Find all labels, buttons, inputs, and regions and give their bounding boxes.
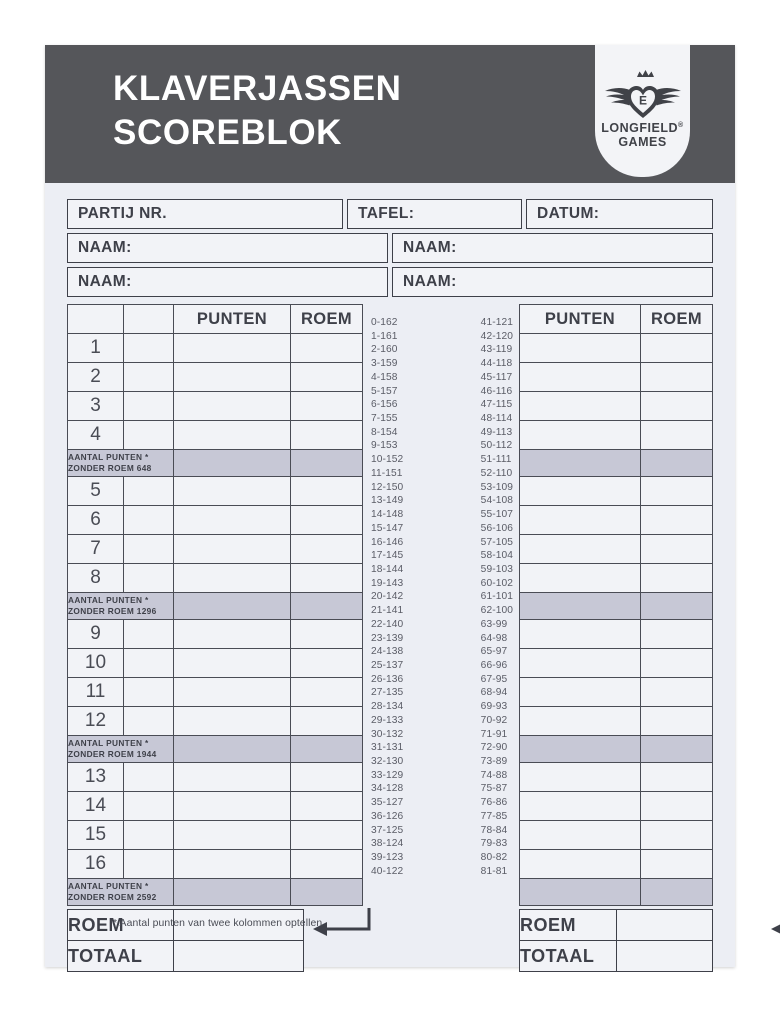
table-row xyxy=(520,477,713,506)
left-score-table xyxy=(67,304,363,906)
row-number: 12 xyxy=(68,707,124,736)
row-punten-cell[interactable] xyxy=(174,392,291,421)
row-roem-cell[interactable] xyxy=(291,477,363,506)
row-number: 7 xyxy=(68,535,124,564)
row-roem-cell[interactable] xyxy=(291,678,363,707)
table-row xyxy=(68,763,363,792)
reference-pair: 73-89 xyxy=(480,756,508,767)
summary-roem-cell[interactable] xyxy=(641,879,713,906)
left-totaal-row xyxy=(68,941,304,972)
row-roem-cell[interactable] xyxy=(641,649,713,678)
reference-pair: 76-86 xyxy=(480,797,508,809)
table-row xyxy=(520,334,713,363)
title-line-1: KLAVERJASSEN xyxy=(113,69,402,108)
left-totaal-value[interactable] xyxy=(174,941,304,972)
table-row xyxy=(520,850,713,879)
reference-pair: 57-105 xyxy=(480,536,513,548)
table-row xyxy=(520,763,713,792)
table-row xyxy=(520,649,713,678)
table-row xyxy=(68,620,363,649)
reference-pair: 65-97 xyxy=(480,646,508,658)
row-punten-cell[interactable] xyxy=(520,792,641,821)
row-number: 11 xyxy=(68,678,124,707)
left-score-table-wrap xyxy=(67,304,363,906)
reference-pair: 34-128 xyxy=(371,783,404,795)
reference-pair: 22-140 xyxy=(371,618,404,630)
summary-row xyxy=(68,450,363,477)
row-number: 13 xyxy=(68,763,124,792)
reference-pair: 67-95 xyxy=(480,673,508,685)
row-number: 1 xyxy=(68,334,124,363)
reference-pair: 56-106 xyxy=(480,522,513,534)
row-number: 4 xyxy=(68,421,124,450)
field-datum[interactable]: DATUM: xyxy=(526,199,713,229)
brand-logo-panel xyxy=(595,45,690,177)
row-number: 6 xyxy=(68,506,124,535)
table-row xyxy=(68,707,363,736)
row-roem-cell[interactable] xyxy=(291,363,363,392)
right-score-table xyxy=(519,304,713,906)
row-number: 15 xyxy=(68,821,124,850)
reference-pair: 12-150 xyxy=(371,481,404,493)
row-number: 3 xyxy=(68,392,124,421)
page-title xyxy=(113,67,402,155)
row-punten-cell[interactable] xyxy=(174,678,291,707)
row-mark-cell[interactable] xyxy=(124,649,174,678)
row-mark-cell[interactable] xyxy=(124,821,174,850)
points-reference-list xyxy=(363,304,519,878)
reference-pair: 44-118 xyxy=(480,358,513,370)
reference-pair: 35-127 xyxy=(371,797,404,809)
row-roem-cell[interactable] xyxy=(291,763,363,792)
row-punten-cell[interactable] xyxy=(174,506,291,535)
table-row xyxy=(68,821,363,850)
row-number: 5 xyxy=(68,477,124,506)
row-punten-cell[interactable] xyxy=(520,363,641,392)
reference-pair: 9-153 xyxy=(371,440,398,452)
row-roem-cell[interactable] xyxy=(641,620,713,649)
table-row xyxy=(68,649,363,678)
row-mark-cell[interactable] xyxy=(124,850,174,879)
summary-label: AANTAL PUNTEN * ZONDER ROEM 2592 xyxy=(68,879,174,906)
reference-pair: 14-148 xyxy=(371,509,404,521)
reference-pair: 6-156 xyxy=(371,399,398,411)
row-punten-cell[interactable] xyxy=(520,506,641,535)
row-roem-cell[interactable] xyxy=(291,792,363,821)
reference-pair: 32-130 xyxy=(371,756,404,767)
reference-pair: 29-133 xyxy=(371,714,404,726)
reference-pair: 17-145 xyxy=(371,550,404,562)
reference-pair: 3-159 xyxy=(371,358,398,370)
right-header-punten: PUNTEN xyxy=(520,305,641,334)
reference-pair: 33-129 xyxy=(371,769,404,781)
summary-roem-cell[interactable] xyxy=(641,736,713,763)
table-row xyxy=(520,421,713,450)
form-row-names-2 xyxy=(67,267,713,297)
row-punten-cell[interactable] xyxy=(174,535,291,564)
summary-label: AANTAL PUNTEN * ZONDER ROEM 1944 xyxy=(68,736,174,763)
table-row xyxy=(68,850,363,879)
row-punten-cell[interactable] xyxy=(520,421,641,450)
reference-pair: 0-162 xyxy=(371,317,398,328)
brand-name-line-2: GAMES xyxy=(618,134,667,149)
table-row xyxy=(520,392,713,421)
scoring-area xyxy=(45,304,735,906)
summary-punten-cell[interactable] xyxy=(174,593,291,620)
row-punten-cell[interactable] xyxy=(174,564,291,593)
table-row xyxy=(520,363,713,392)
row-roem-cell[interactable] xyxy=(641,821,713,850)
reference-pair: 15-147 xyxy=(371,522,404,534)
reference-pair: 36-126 xyxy=(371,810,404,822)
reference-pair: 45-117 xyxy=(480,371,513,383)
row-punten-cell[interactable] xyxy=(174,649,291,678)
reference-pair: 8-154 xyxy=(371,426,398,438)
left-roem-label: ROEM xyxy=(68,910,174,941)
reference-pair: 69-93 xyxy=(480,701,508,713)
field-partij-nr[interactable]: PARTIJ NR. xyxy=(67,199,343,229)
scorepad-sheet xyxy=(45,45,735,967)
row-roem-cell[interactable] xyxy=(641,792,713,821)
reference-pair: 31-131 xyxy=(371,742,404,754)
row-roem-cell[interactable] xyxy=(291,649,363,678)
row-punten-cell[interactable] xyxy=(520,392,641,421)
row-roem-cell[interactable] xyxy=(641,564,713,593)
summary-roem-cell[interactable] xyxy=(291,450,363,477)
row-punten-cell[interactable] xyxy=(520,649,641,678)
summary-label: AANTAL PUNTEN * ZONDER ROEM 648 xyxy=(68,450,174,477)
row-roem-cell[interactable] xyxy=(641,392,713,421)
reference-pair: 23-139 xyxy=(371,632,404,644)
table-row xyxy=(68,564,363,593)
totals-spacer xyxy=(363,909,519,972)
row-roem-cell[interactable] xyxy=(291,421,363,450)
reference-pair: 27-135 xyxy=(371,687,404,699)
summary-roem-cell[interactable] xyxy=(291,879,363,906)
left-header-num xyxy=(68,305,124,334)
reference-pair: 7-155 xyxy=(371,413,398,425)
reference-pair: 43-119 xyxy=(480,344,513,356)
reference-pair: 13-149 xyxy=(371,495,404,507)
summary-roem-cell[interactable] xyxy=(291,736,363,763)
reference-pair: 64-98 xyxy=(480,632,508,644)
summary-label: AANTAL PUNTEN * ZONDER ROEM 1296 xyxy=(68,593,174,620)
reference-pair: 1-161 xyxy=(371,330,398,342)
reference-pair: 41-121 xyxy=(480,317,513,328)
row-punten-cell[interactable] xyxy=(520,620,641,649)
table-row xyxy=(520,620,713,649)
reference-column-left xyxy=(371,316,403,878)
right-totals-wrap xyxy=(519,909,713,972)
row-roem-cell[interactable] xyxy=(641,763,713,792)
summary-row xyxy=(520,593,713,620)
row-roem-cell[interactable] xyxy=(291,506,363,535)
reference-pair: 16-146 xyxy=(371,536,404,548)
table-row xyxy=(520,535,713,564)
left-header-roem: ROEM xyxy=(291,305,363,334)
table-row xyxy=(68,477,363,506)
row-number: 9 xyxy=(68,620,124,649)
table-row xyxy=(68,421,363,450)
table-row xyxy=(68,535,363,564)
table-row xyxy=(68,792,363,821)
row-roem-cell[interactable] xyxy=(291,620,363,649)
reference-pair: 19-143 xyxy=(371,577,404,589)
row-punten-cell[interactable] xyxy=(520,477,641,506)
left-header-punten: PUNTEN xyxy=(174,305,291,334)
row-punten-cell[interactable] xyxy=(174,620,291,649)
reference-pair: 80-82 xyxy=(480,852,508,864)
row-mark-cell[interactable] xyxy=(124,535,174,564)
row-number: 8 xyxy=(68,564,124,593)
row-punten-cell[interactable] xyxy=(174,363,291,392)
reference-pair: 46-116 xyxy=(480,385,513,397)
brand-logo-text xyxy=(601,121,683,149)
summary-punten-cell[interactable] xyxy=(174,450,291,477)
summary-punten-cell[interactable] xyxy=(520,879,641,906)
summary-roem-cell[interactable] xyxy=(291,593,363,620)
row-number: 10 xyxy=(68,649,124,678)
row-mark-cell[interactable] xyxy=(124,763,174,792)
reference-pair: 75-87 xyxy=(480,783,508,795)
reference-pair: 79-83 xyxy=(480,838,508,850)
row-punten-cell[interactable] xyxy=(174,821,291,850)
reference-pair: 50-112 xyxy=(480,440,513,452)
reference-pair: 70-92 xyxy=(480,714,508,726)
reference-pair: 59-103 xyxy=(480,563,513,575)
row-roem-cell[interactable] xyxy=(641,334,713,363)
reference-pair: 63-99 xyxy=(480,618,508,630)
table-row xyxy=(68,334,363,363)
row-roem-cell[interactable] xyxy=(291,535,363,564)
summary-row xyxy=(520,879,713,906)
reference-pair: 42-120 xyxy=(480,330,513,342)
row-punten-cell[interactable] xyxy=(520,564,641,593)
reference-pair: 20-142 xyxy=(371,591,404,603)
row-punten-cell[interactable] xyxy=(174,477,291,506)
reference-pair: 2-160 xyxy=(371,344,398,356)
reference-pair: 74-88 xyxy=(480,769,508,781)
table-row xyxy=(68,506,363,535)
row-roem-cell[interactable] xyxy=(641,477,713,506)
row-punten-cell[interactable] xyxy=(174,792,291,821)
row-number: 2 xyxy=(68,363,124,392)
reference-pair: 5-157 xyxy=(371,385,398,397)
table-row xyxy=(520,678,713,707)
reference-pair: 48-114 xyxy=(480,413,513,425)
winged-heart-crown-logo-icon xyxy=(602,68,684,120)
row-mark-cell[interactable] xyxy=(124,477,174,506)
reference-pair: 78-84 xyxy=(480,824,508,836)
reference-pair: 81-81 xyxy=(480,865,508,877)
header-band xyxy=(45,45,735,183)
table-row xyxy=(520,506,713,535)
row-number: 14 xyxy=(68,792,124,821)
form-row-names-1 xyxy=(67,233,713,263)
reference-pair: 62-100 xyxy=(480,605,513,617)
row-punten-cell[interactable] xyxy=(174,707,291,736)
reference-pair: 24-138 xyxy=(371,646,404,658)
summary-row xyxy=(68,736,363,763)
reference-pair: 39-123 xyxy=(371,852,404,864)
reference-pair: 18-144 xyxy=(371,563,404,575)
row-punten-cell[interactable] xyxy=(174,850,291,879)
row-roem-cell[interactable] xyxy=(291,334,363,363)
right-roem-row xyxy=(520,910,713,941)
reference-pair: 53-109 xyxy=(480,481,513,493)
reference-pair: 26-136 xyxy=(371,673,404,685)
reference-pair: 52-110 xyxy=(480,467,513,479)
summary-punten-cell[interactable] xyxy=(174,879,291,906)
right-roem-label: ROEM xyxy=(520,910,617,941)
row-punten-cell[interactable] xyxy=(174,763,291,792)
left-totaal-label: TOTAAL xyxy=(68,941,174,972)
row-roem-cell[interactable] xyxy=(291,821,363,850)
row-roem-cell[interactable] xyxy=(641,707,713,736)
right-roem-value[interactable] xyxy=(616,910,712,941)
row-punten-cell[interactable] xyxy=(520,850,641,879)
reference-pair: 71-91 xyxy=(480,728,508,740)
summary-row xyxy=(520,450,713,477)
reference-pair: 77-85 xyxy=(480,810,508,822)
reference-pair: 61-101 xyxy=(480,591,513,603)
row-punten-cell[interactable] xyxy=(520,707,641,736)
row-mark-cell[interactable] xyxy=(124,363,174,392)
footnote: * Aantal punten van twee kolommen optellen xyxy=(113,918,323,929)
row-punten-cell[interactable] xyxy=(520,821,641,850)
summary-punten-cell[interactable] xyxy=(520,736,641,763)
row-roem-cell[interactable] xyxy=(291,564,363,593)
summary-roem-cell[interactable] xyxy=(641,593,713,620)
row-roem-cell[interactable] xyxy=(291,392,363,421)
row-roem-cell[interactable] xyxy=(641,535,713,564)
row-roem-cell[interactable] xyxy=(291,850,363,879)
right-header-roem: ROEM xyxy=(641,305,713,334)
reference-pair: 25-137 xyxy=(371,659,404,671)
reference-pair: 68-94 xyxy=(480,687,508,699)
reference-pair: 21-141 xyxy=(371,605,404,617)
summary-row xyxy=(520,736,713,763)
right-totals-table xyxy=(519,909,713,972)
row-mark-cell[interactable] xyxy=(124,707,174,736)
row-mark-cell[interactable] xyxy=(124,506,174,535)
left-table-header-row xyxy=(68,305,363,334)
row-punten-cell[interactable] xyxy=(520,763,641,792)
reference-pair: 66-96 xyxy=(480,659,508,671)
row-punten-cell[interactable] xyxy=(520,334,641,363)
row-roem-cell[interactable] xyxy=(641,678,713,707)
table-row xyxy=(520,792,713,821)
right-totaal-value[interactable] xyxy=(616,941,712,972)
field-naam-3[interactable]: NAAM: xyxy=(67,267,388,297)
row-mark-cell[interactable] xyxy=(124,620,174,649)
row-mark-cell[interactable] xyxy=(124,564,174,593)
row-roem-cell[interactable] xyxy=(641,421,713,450)
summary-punten-cell[interactable] xyxy=(174,736,291,763)
row-punten-cell[interactable] xyxy=(174,334,291,363)
reference-column-right xyxy=(481,316,513,878)
reference-pair: 58-104 xyxy=(480,550,513,562)
row-roem-cell[interactable] xyxy=(641,363,713,392)
brand-name-line-1: LONGFIELD xyxy=(601,120,679,135)
row-mark-cell[interactable] xyxy=(124,392,174,421)
reference-pair: 72-90 xyxy=(480,742,508,754)
row-punten-cell[interactable] xyxy=(520,678,641,707)
right-totaal-label: TOTAAL xyxy=(520,941,617,972)
reference-pair: 30-132 xyxy=(371,728,404,740)
reference-pair: 38-124 xyxy=(371,838,404,850)
row-mark-cell[interactable] xyxy=(124,792,174,821)
table-row xyxy=(520,564,713,593)
row-roem-cell[interactable] xyxy=(641,850,713,879)
reference-pair: 40-122 xyxy=(371,865,404,877)
reference-pair: 49-113 xyxy=(480,426,513,438)
reference-pair: 37-125 xyxy=(371,824,404,836)
summary-punten-cell[interactable] xyxy=(520,593,641,620)
row-mark-cell[interactable] xyxy=(124,678,174,707)
registered-mark: ® xyxy=(678,121,684,129)
svg-text:E: E xyxy=(638,93,647,107)
right-table-header-row xyxy=(520,305,713,334)
reference-pair: 60-102 xyxy=(480,577,513,589)
field-naam-1[interactable]: NAAM: xyxy=(67,233,388,263)
reference-pair: 11-151 xyxy=(371,467,403,479)
reference-pair: 10-152 xyxy=(371,454,404,466)
reference-pair: 4-158 xyxy=(371,371,398,383)
table-row xyxy=(520,821,713,850)
reference-pair: 28-134 xyxy=(371,701,404,713)
summary-row xyxy=(68,879,363,906)
row-punten-cell[interactable] xyxy=(520,535,641,564)
summary-row xyxy=(68,593,363,620)
summary-punten-cell[interactable] xyxy=(520,450,641,477)
table-row xyxy=(68,678,363,707)
field-naam-2[interactable]: NAAM: xyxy=(392,233,713,263)
summary-roem-cell[interactable] xyxy=(641,450,713,477)
table-row xyxy=(68,392,363,421)
right-score-table-wrap xyxy=(519,304,713,906)
row-mark-cell[interactable] xyxy=(124,421,174,450)
table-row xyxy=(68,363,363,392)
right-totaal-row xyxy=(520,941,713,972)
title-line-2: SCOREBLOK xyxy=(113,112,343,152)
row-roem-cell[interactable] xyxy=(291,707,363,736)
row-punten-cell[interactable] xyxy=(174,421,291,450)
row-mark-cell[interactable] xyxy=(124,334,174,363)
reference-pair: 51-111 xyxy=(480,454,512,466)
table-row xyxy=(520,707,713,736)
row-number: 16 xyxy=(68,850,124,879)
match-info-form xyxy=(45,183,735,297)
right-carry-arrow-icon xyxy=(763,907,780,941)
reference-pair: 47-115 xyxy=(480,399,513,411)
form-row-match xyxy=(67,199,713,229)
field-tafel[interactable]: TAFEL: xyxy=(347,199,522,229)
reference-pair: 54-108 xyxy=(480,495,513,507)
row-roem-cell[interactable] xyxy=(641,506,713,535)
field-naam-4[interactable]: NAAM: xyxy=(392,267,713,297)
reference-pair: 55-107 xyxy=(480,509,513,521)
left-header-blank xyxy=(124,305,174,334)
